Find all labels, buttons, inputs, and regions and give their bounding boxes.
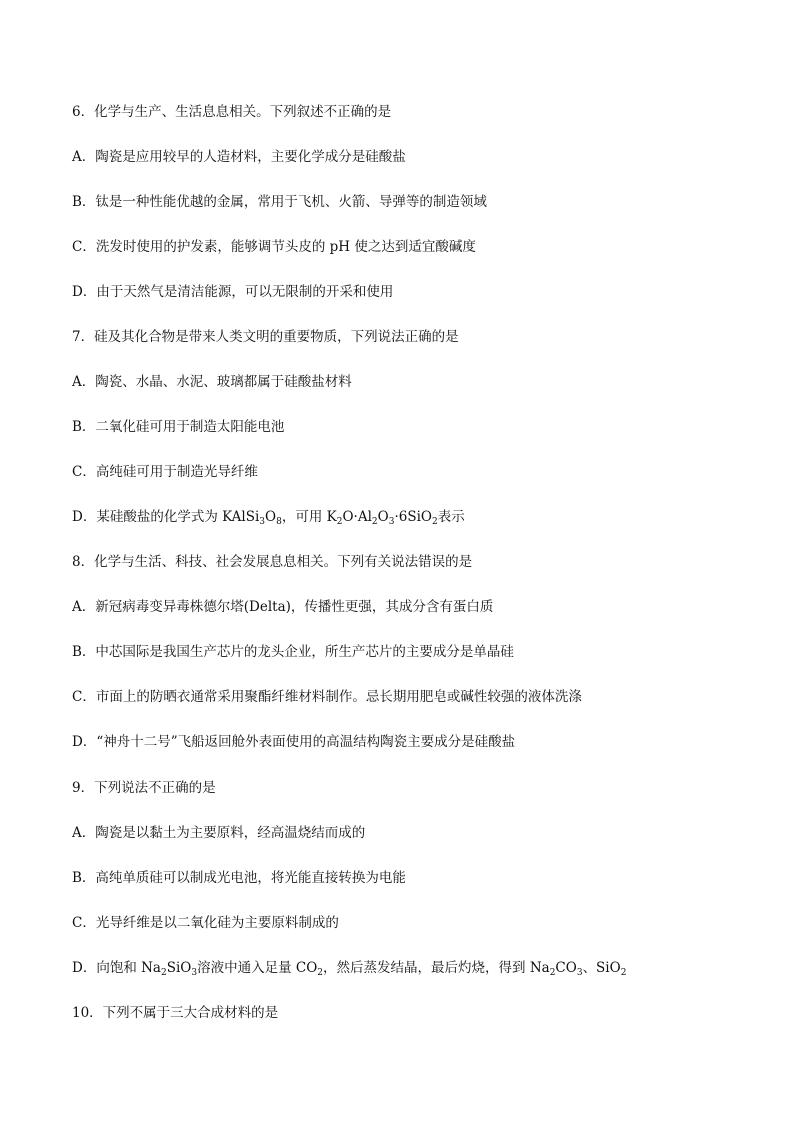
question-6-stem: 6．化学与生产、生活息息相关。下列叙述不正确的是 <box>72 104 392 120</box>
question-8-option-c: C．市面上的防晒衣通常采用聚酯纤维材料制作。忌长期用肥皂或碱性较强的液体洗涤 <box>72 689 582 705</box>
question-9-stem: 9．下列说法不正确的是 <box>72 780 216 796</box>
question-9-option-b: B．高纯单质硅可以制成光电池，将光能直接转换为电能 <box>72 870 406 886</box>
question-9-option-c: C．光导纤维是以二氧化硅为主要原料制成的 <box>72 915 339 931</box>
question-8-option-d: D．“神舟十二号”飞船返回舱外表面使用的高温结构陶瓷主要成分是硅酸盐 <box>72 734 516 750</box>
question-8-option-a: A．新冠病毒变异毒株德尔塔(Delta)，传播性更强，其成分含有蛋白质 <box>72 599 494 615</box>
question-9-option-a: A．陶瓷是以黏土为主要原料，经高温烧结而成的 <box>72 825 366 841</box>
question-6-option-a: A．陶瓷是应用较早的人造材料，主要化学成分是硅酸盐 <box>72 149 406 165</box>
question-6-option-d: D．由于天然气是清洁能源，可以无限制的开采和使用 <box>72 284 394 300</box>
question-8-stem: 8．化学与生活、科技、社会发展息息相关。下列有关说法错误的是 <box>72 554 473 570</box>
question-8-option-b: B．中芯国际是我国生产芯片的龙头企业，所生产芯片的主要成分是单晶硅 <box>72 644 514 660</box>
question-7-option-c: C．高纯硅可用于制造光导纤维 <box>72 464 258 480</box>
question-7-option-d: D．某硅酸盐的化学式为 $KAlSi_3O_8$，可用 $K_2O\cdot Al_2O_3\cdot 6SiO_2$表示 <box>72 509 465 527</box>
question-7-option-b: B．二氧化硅可用于制造太阳能电池 <box>72 419 285 435</box>
question-7-option-a: A．陶瓷、水晶、水泥、玻璃都属于硅酸盐材料 <box>72 374 352 390</box>
question-10-stem: 10．下列不属于三大合成材料的是 <box>72 1005 279 1021</box>
question-7-stem: 7．硅及其化合物是带来人类文明的重要物质，下列说法正确的是 <box>72 329 459 345</box>
question-6-option-c: C．洗发时使用的护发素，能够调节头皮的 pH 使之达到适宜酸碱度 <box>72 239 476 255</box>
question-6-option-b: B．钛是一种性能优越的金属，常用于飞机、火箭、导弹等的制造领域 <box>72 194 487 210</box>
question-9-option-d: D．向饱和 $Na_2SiO_3$溶液中通入足量 $CO_2$，然后蒸发结晶，最后灼烧，得到 $Na_2CO_3$、SiO$_2$ <box>72 960 627 978</box>
